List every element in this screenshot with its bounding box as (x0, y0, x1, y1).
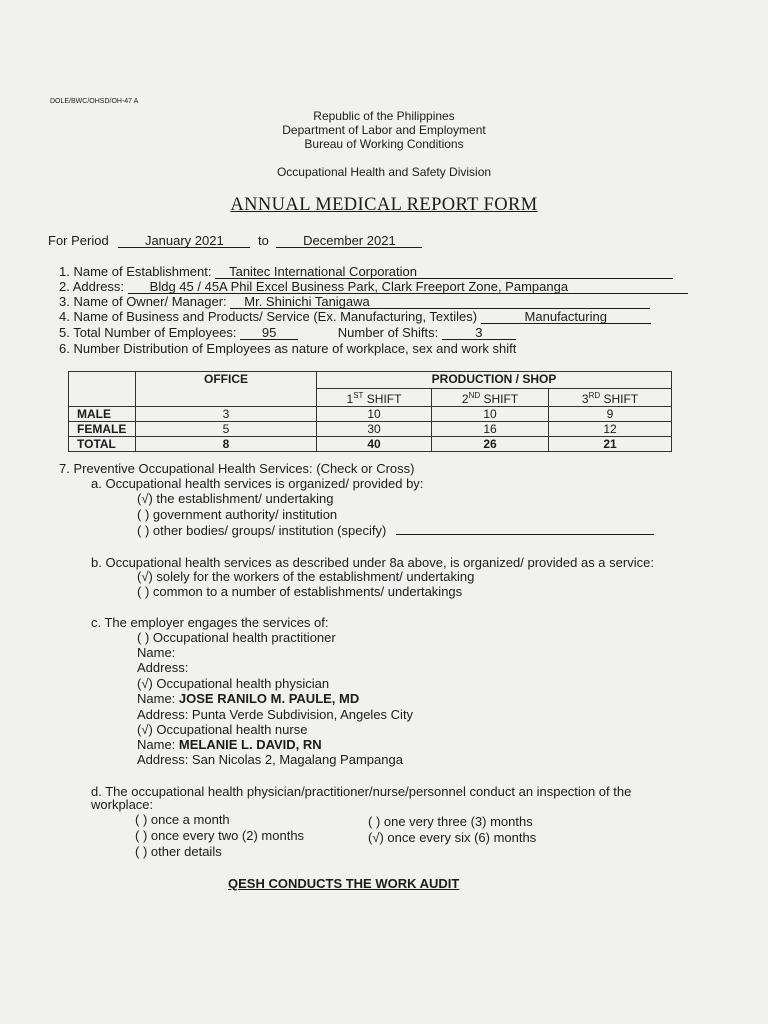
shift-3-value: 21 (549, 437, 672, 452)
option-7a-1: (√) the establishment/ undertaking (137, 491, 334, 506)
option-7a-3-label: ( ) other bodies/ groups/ institution (specify) (137, 523, 387, 538)
shift-3-header: 3RD SHIFT (549, 389, 672, 407)
production-header: PRODUCTION / SHOP (317, 372, 672, 389)
item-1-label: 1. Name of Establishment: (59, 264, 212, 279)
option-7c-3: (√) Occupational health nurse (137, 722, 308, 737)
shift-3-value: 9 (549, 407, 672, 422)
period-from: January 2021 (118, 234, 250, 248)
option-7c-2: (√) Occupational health physician (137, 676, 330, 691)
shift-3-value: 12 (549, 422, 672, 437)
shift-2-value: 26 (432, 437, 549, 452)
period-to: December 2021 (276, 234, 422, 248)
option-7c-1: ( ) Occupational health practitioner (137, 630, 336, 645)
form-code: DOLE/BWC/OHSD/OH-47 A (50, 98, 139, 105)
section-7a-heading: a. Occupational health services is organized/ provided by: (91, 476, 424, 491)
physician-name-line (137, 691, 359, 706)
shift-2-header: 2ND SHIFT (432, 389, 549, 407)
row-label: MALE (69, 407, 136, 422)
specify-line (396, 534, 654, 535)
option-7d-three-months: ( ) one very three (3) months (368, 814, 533, 829)
option-7d-other: ( ) other details (135, 844, 222, 859)
item-5-shifts-label: Number of Shifts: (337, 325, 439, 340)
item-3 (59, 294, 650, 309)
option-7d-monthly: ( ) once a month (135, 812, 230, 827)
section-7-heading: 7. Preventive Occupational Health Services: (Check or Cross) (59, 461, 415, 476)
table-row (69, 437, 672, 452)
nurse-name-label: Name: (137, 737, 176, 752)
header-division: Occupational Health and Safety Division (276, 165, 492, 179)
row-label: FEMALE (69, 422, 136, 437)
shift-1-value: 10 (317, 407, 432, 422)
office-header: OFFICE (136, 372, 317, 407)
nurse-name: MELANIE L. DAVID, RN (178, 737, 322, 752)
office-value: 3 (136, 407, 317, 422)
item-5-shifts-value: 3 (442, 326, 516, 340)
option-7b-1: (√) solely for the workers of the establishment/ undertaking (137, 569, 475, 584)
header-department: Department of Labor and Employment (282, 123, 486, 137)
header-bureau: Bureau of Working Conditions (304, 137, 464, 151)
footer-note: QESH CONDUCTS THE WORK AUDIT (228, 876, 460, 891)
period-line (48, 233, 422, 248)
section-7d-heading-cont: workplace: (91, 797, 154, 812)
shift-2-value: 10 (432, 407, 549, 422)
item-1 (59, 264, 673, 279)
physician-name: JOSE RANILO M. PAULE, MD (178, 691, 360, 706)
option-7a-3 (137, 523, 654, 538)
item-4-label: 4. Name of Business and Products/ Service (Ex. Manufacturing, Textiles) (59, 309, 478, 324)
item-5-label: 5. Total Number of Employees: (59, 325, 237, 340)
header-republic: Republic of the Philippines (313, 109, 455, 123)
shift-1-value: 40 (317, 437, 432, 452)
page-title: ANNUAL MEDICAL REPORT FORM (230, 195, 538, 215)
office-value: 5 (136, 422, 317, 437)
item-5-value: 95 (240, 326, 298, 340)
office-value: 8 (136, 437, 317, 452)
section-7d-heading: d. The occupational health physician/practitioner/nurse/personnel conduct an inspection of the (91, 784, 632, 799)
physician-address: Address: Punta Verde Subdivision, Angeles City (137, 707, 414, 722)
table-header-row (69, 372, 672, 389)
item-6: 6. Number Distribution of Employees as nature of workplace, sex and work shift (59, 341, 517, 356)
period-label: For Period (48, 233, 109, 248)
shift-1-header: 1ST SHIFT (317, 389, 432, 407)
item-5 (59, 325, 516, 340)
item-4-value: Manufacturing (481, 310, 651, 324)
option-7d-six-months: (√) once every six (6) months (368, 830, 537, 845)
nurse-address: Address: San Nicolas 2, Magalang Pampanga (137, 752, 403, 767)
row-label: TOTAL (69, 437, 136, 452)
section-7c-heading: c. The employer engages the services of: (91, 615, 329, 630)
period-to-label: to (257, 233, 269, 248)
table-row (69, 407, 672, 422)
item-2-value: Bldg 45 / 45A Phil Excel Business Park, Clark Freeport Zone, Pampanga (128, 280, 688, 294)
option-7a-2: ( ) government authority/ institution (137, 507, 338, 522)
practitioner-address: Address: (137, 660, 189, 675)
section-7b-heading: b. Occupational health services as described under 8a above, is organized/ provided as a service: (91, 555, 654, 570)
practitioner-name: Name: (137, 645, 176, 660)
item-3-label: 3. Name of Owner/ Manager: (59, 294, 227, 309)
nurse-name-line (137, 737, 322, 752)
shift-1-value: 30 (317, 422, 432, 437)
option-7d-two-months: ( ) once every two (2) months (135, 828, 305, 843)
item-4 (59, 309, 651, 324)
item-3-value: Mr. Shinichi Tanigawa (230, 295, 650, 309)
option-7b-2: ( ) common to a number of establishments/ undertakings (137, 584, 463, 599)
shift-2-value: 16 (432, 422, 549, 437)
item-2-label: 2. Address: (59, 279, 125, 294)
item-2 (59, 279, 688, 294)
table-corner (69, 372, 136, 407)
item-1-value: Tanitec International Corporation (215, 265, 673, 279)
employee-distribution-table (68, 371, 672, 452)
physician-name-label: Name: (137, 691, 176, 706)
table-row (69, 422, 672, 437)
